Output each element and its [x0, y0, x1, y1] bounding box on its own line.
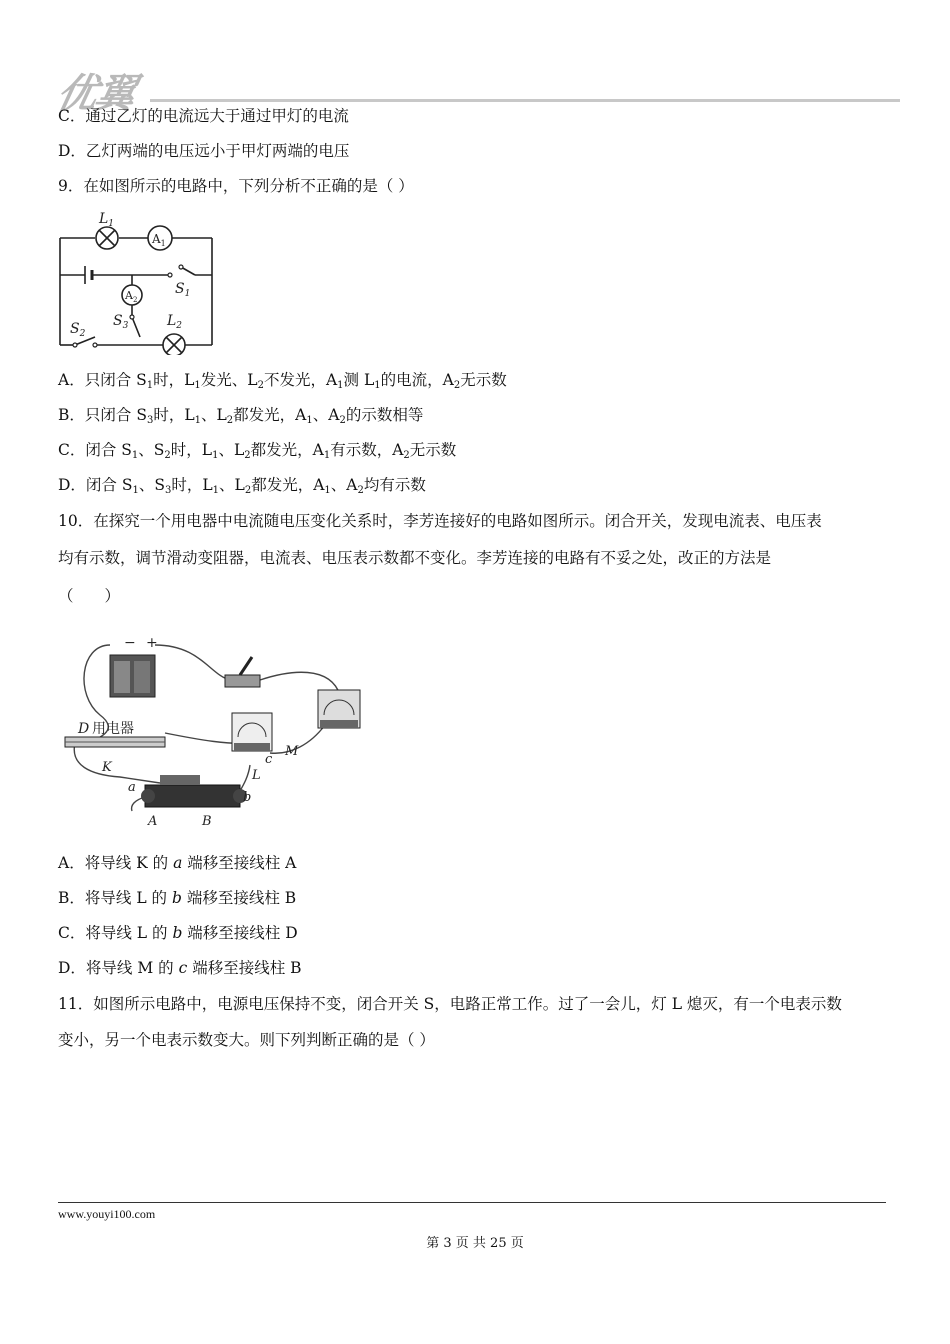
text-segment: 、L: [219, 476, 245, 494]
text-segment: 测 L: [343, 371, 375, 389]
text-segment: 、A: [312, 406, 340, 424]
brand-logo: 优翼: [52, 71, 139, 117]
text-segment: 时，L: [153, 406, 195, 424]
terminal-d-label: D: [78, 721, 90, 737]
battery-minus-label: −: [124, 635, 136, 651]
subscript: 1: [131, 450, 139, 461]
header-divider: [150, 99, 900, 102]
q10-option-b: [58, 888, 296, 908]
text-segment: 端移至接线柱 D: [182, 924, 298, 942]
italic-variable: b: [172, 924, 183, 942]
page-number: 第 3 页 共 25 页: [426, 1236, 524, 1251]
s3-label: $S_3$: [113, 313, 129, 331]
text-segment: 时，L: [170, 441, 213, 459]
q8-option-c: C．通过乙灯的电流远大于通过甲灯的电流: [58, 107, 349, 125]
q9-option-b: [58, 405, 423, 425]
text-segment: 无示数: [409, 441, 457, 459]
text-segment: C．闭合 S: [58, 441, 132, 459]
text-segment: 不发光，A: [263, 371, 338, 389]
q10-stem-line1: 10．在探究一个用电器中电流随电压变化关系时，李芳连接好的电路如图所示。闭合开关，发现电流表、电压表: [58, 512, 822, 530]
italic-variable: c: [178, 959, 188, 977]
subscript: 2: [164, 450, 171, 461]
text-segment: 都发光，A: [233, 406, 307, 424]
text-segment: 端移至接线柱 A: [182, 854, 297, 872]
subscript: 2: [403, 450, 410, 461]
subscript: 1: [194, 380, 201, 391]
battery-plus-label: +: [146, 635, 158, 651]
subscript: 2: [244, 450, 251, 461]
text-segment: 、L: [200, 406, 227, 424]
subscript: 1: [146, 380, 154, 391]
device-label: 用电器: [92, 721, 134, 737]
text-segment: B．将导线 L 的: [58, 889, 172, 907]
subscript: 1: [323, 450, 331, 461]
a2-label: $A_2$: [125, 289, 138, 304]
text-segment: 有示数，A: [330, 441, 404, 459]
q8-option-d: D．乙灯两端的电压远小于甲灯两端的电压: [58, 142, 350, 160]
terminal-b-label: B: [202, 814, 212, 829]
subscript: 2: [226, 415, 234, 426]
subscript: 2: [453, 380, 461, 391]
text-segment: 都发光，A: [250, 441, 324, 459]
subscript: 3: [164, 485, 172, 496]
subscript: 1: [212, 450, 219, 461]
q11-stem-line1: 11．如图所示电路中，电源电压保持不变，闭合开关 S，电路正常工作。过了一会儿，灯 L 熄灭，有一个电表示数: [58, 995, 842, 1013]
q9-stem: 9．在如图所示的电路中，下列分析不正确的是（ ）: [58, 177, 414, 195]
italic-variable: a: [173, 854, 183, 872]
text-segment: 、S: [138, 476, 165, 494]
footer-divider: [58, 1202, 886, 1203]
italic-variable: b: [171, 889, 182, 907]
q10-option-d: [58, 958, 302, 978]
q9-option-a: [58, 370, 507, 390]
l2-label: $L_2$: [167, 313, 183, 331]
q10-stem-line2: 均有示数，调节滑动变阻器，电流表、电压表示数都不变化。李芳连接的电路有不妥之处，改正的方法是: [58, 549, 772, 567]
text-segment: 的电流，A: [380, 371, 454, 389]
q10-option-a: [58, 853, 296, 873]
text-segment: 、L: [218, 441, 245, 459]
q10-stem-line3: （ ）: [58, 587, 121, 605]
q10-option-c: [58, 923, 298, 943]
text-segment: D．闭合 S: [58, 476, 133, 494]
q9-option-d: [58, 475, 426, 495]
a1-label: $A_1$: [152, 232, 166, 248]
text-segment: 无示数: [460, 371, 507, 389]
subscript: 1: [194, 415, 201, 426]
text-segment: A．将导线 K 的: [58, 854, 174, 872]
subscript: 2: [244, 485, 252, 496]
subscript: 2: [339, 415, 346, 426]
text-segment: 时，L: [171, 476, 213, 494]
wire-m-label: M: [285, 744, 299, 759]
subscript: 1: [374, 380, 381, 391]
subscript: 1: [132, 485, 139, 496]
text-segment: 的示数相等: [345, 406, 424, 424]
subscript: 2: [357, 485, 364, 496]
subscript: 2: [257, 380, 264, 391]
terminal-a-label: A: [148, 814, 158, 829]
text-segment: A．只闭合 S: [58, 371, 147, 389]
text-segment: 时，L: [153, 371, 195, 389]
subscript: 3: [146, 415, 154, 426]
text-segment: 均有示数: [363, 476, 426, 494]
text-segment: 、A: [330, 476, 358, 494]
l1-label: $L_1$: [99, 211, 115, 229]
q10-circuit-photo: [60, 625, 370, 830]
subscript: 1: [337, 380, 344, 391]
text-segment: 、S: [138, 441, 165, 459]
text-segment: 都发光，A: [251, 476, 325, 494]
text-segment: 端移至接线柱 B: [187, 959, 302, 977]
end-a-label: a: [128, 780, 136, 795]
wire-l-label: L: [252, 768, 261, 783]
s2-label: $S_2$: [70, 321, 86, 339]
wire-k-label: K: [102, 760, 112, 775]
q9-option-c: [58, 440, 456, 460]
text-segment: C．将导线 L 的: [58, 924, 173, 942]
footer-url: www.youyi100.com: [58, 1207, 156, 1221]
end-c-label: c: [265, 752, 273, 767]
end-b-label: b: [243, 790, 252, 805]
text-segment: 发光、L: [200, 371, 258, 389]
q11-stem-line2: 变小，另一个电表示数变大。则下列判断正确的是（ ）: [58, 1031, 435, 1049]
s1-label: $S_1$: [175, 281, 191, 299]
text-segment: B．只闭合 S: [58, 406, 147, 424]
text-segment: D．将导线 M 的: [58, 959, 179, 977]
subscript: 1: [324, 485, 331, 496]
subscript: 1: [212, 485, 220, 496]
subscript: 1: [306, 415, 313, 426]
q9-circuit-diagram: [55, 205, 225, 355]
text-segment: 端移至接线柱 B: [181, 889, 297, 907]
